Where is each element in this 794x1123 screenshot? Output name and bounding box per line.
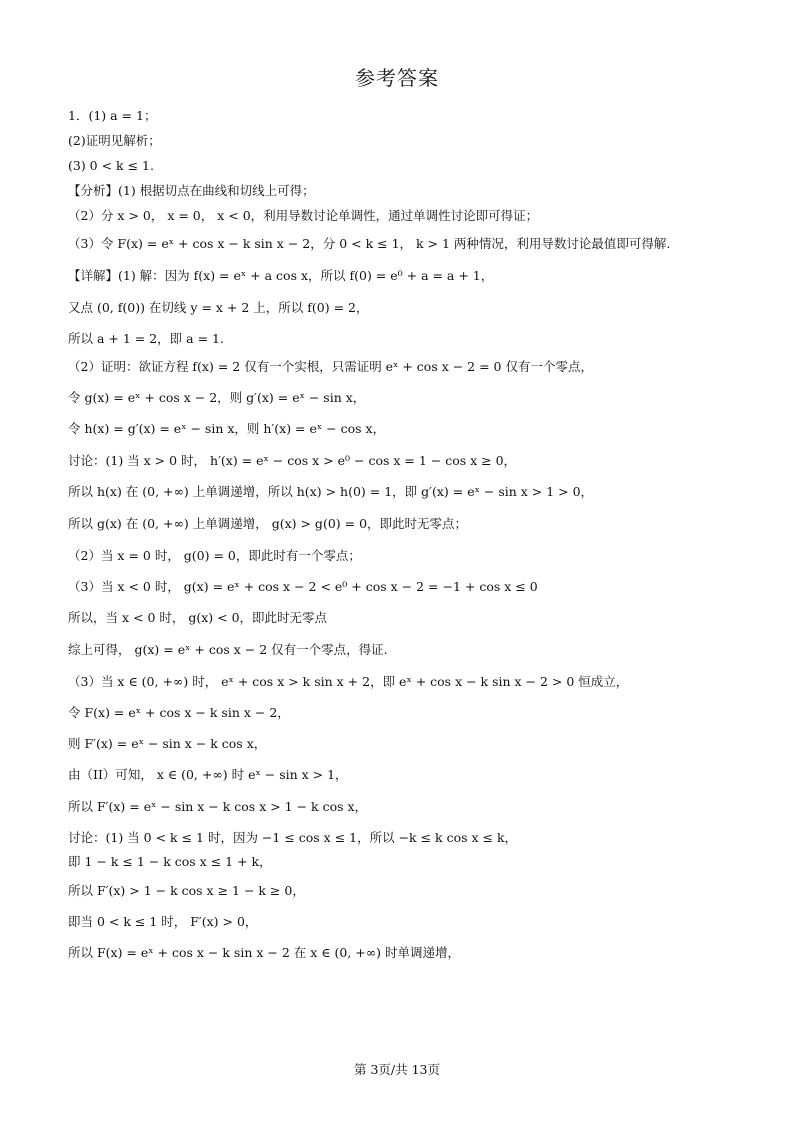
detail-line: 则 F′(x) = eˣ − sin x − k cos x，: [68, 736, 267, 751]
analysis-line: 【分析】(1) 根据切点在曲线和切线上可得；: [68, 183, 315, 198]
detail-line: 即 1 − k ≤ 1 − k cos x ≤ 1 + k，: [68, 854, 272, 869]
detail-line: 又点 (0, f(0)) 在切线 y = x + 2 上，所以 f(0) = 2，: [68, 300, 369, 315]
answer-line: (2)证明见解析；: [68, 133, 161, 148]
detail-line: 所以 h(x) 在 (0, +∞) 上单调递增，所以 h(x) > h(0) = 1，即 g′(x) = eˣ − sin x > 1 > 0，: [68, 484, 594, 499]
detail-line: 所以 F′(x) = eˣ − sin x − k cos x > 1 − k cos x，: [68, 799, 368, 814]
detail-line: （3）当 x < 0 时， g(x) = eˣ + cos x − 2 < e⁰ + cos x − 2 = −1 + cos x ≤ 0: [68, 579, 538, 594]
detail-line: 即当 0 < k ≤ 1 时， F′(x) > 0，: [68, 914, 258, 929]
detail-line: （3）当 x ∈ (0, +∞) 时， eˣ + cos x > k sin x + 2，即 eˣ + cos x − k sin x − 2 > 0 恒成立，: [68, 674, 629, 689]
detail-line: 所以 F(x) = eˣ + cos x − k sin x − 2 在 x ∈ (0, +∞) 时单调递增，: [68, 945, 460, 960]
analysis-line: （2）分 x > 0， x = 0， x < 0，利用导数讨论单调性，通过单调性讨论即可得证；: [68, 208, 539, 223]
detail-line: 由（II）可知， x ∈ (0, +∞) 时 eˣ − sin x > 1，: [68, 767, 348, 782]
analysis-line: （3）令 F(x) = eˣ + cos x − k sin x − 2，分 0 < k ≤ 1， k > 1 两种情况，利用导数讨论最值即可得解.: [68, 236, 671, 251]
answer-line: 1．(1) a = 1；: [68, 108, 157, 123]
detail-line: 讨论：(1) 当 x > 0 时， h′(x) = eˣ − cos x > e⁰ − cos x = 1 − cos x ≥ 0，: [68, 453, 517, 468]
detail-line: 【详解】(1) 解：因为 f(x) = eˣ + a cos x，所以 f(0) = e⁰ + a = a + 1，: [68, 268, 494, 283]
detail-line: 令 F(x) = eˣ + cos x − k sin x − 2，: [68, 705, 290, 720]
detail-line: 讨论：(1) 当 0 < k ≤ 1 时，因为 −1 ≤ cos x ≤ 1，所以 −k ≤ k cos x ≤ k，: [68, 830, 518, 845]
detail-line: 令 h(x) = g′(x) = eˣ − sin x，则 h′(x) = eˣ − cos x，: [68, 421, 386, 436]
page-footer: 第 3页/共 13页: [353, 1062, 441, 1077]
detail-line: （2）当 x = 0 时， g(0) = 0，即此时有一个零点；: [68, 548, 361, 563]
detail-line: 所以，当 x < 0 时， g(x) < 0，即此时无零点: [68, 610, 328, 625]
detail-line: 令 g(x) = eˣ + cos x − 2，则 g′(x) = eˣ − sin x，: [68, 390, 366, 405]
page-title: 参考答案: [355, 66, 439, 90]
answer-line: (3) 0 < k ≤ 1.: [68, 158, 154, 173]
detail-line: 综上可得， g(x) = eˣ + cos x − 2 仅有一个零点，得证.: [68, 642, 388, 657]
detail-line: （2）证明：欲证方程 f(x) = 2 仅有一个实根，只需证明 eˣ + cos x − 2 = 0 仅有一个零点，: [68, 359, 593, 374]
detail-line: 所以 F′(x) > 1 − k cos x ≥ 1 − k ≥ 0，: [68, 883, 305, 898]
detail-line: 所以 a + 1 = 2，即 a = 1.: [68, 331, 224, 346]
detail-line: 所以 g(x) 在 (0, +∞) 上单调递增， g(x) > g(0) = 0，即此时无零点；: [68, 516, 468, 531]
